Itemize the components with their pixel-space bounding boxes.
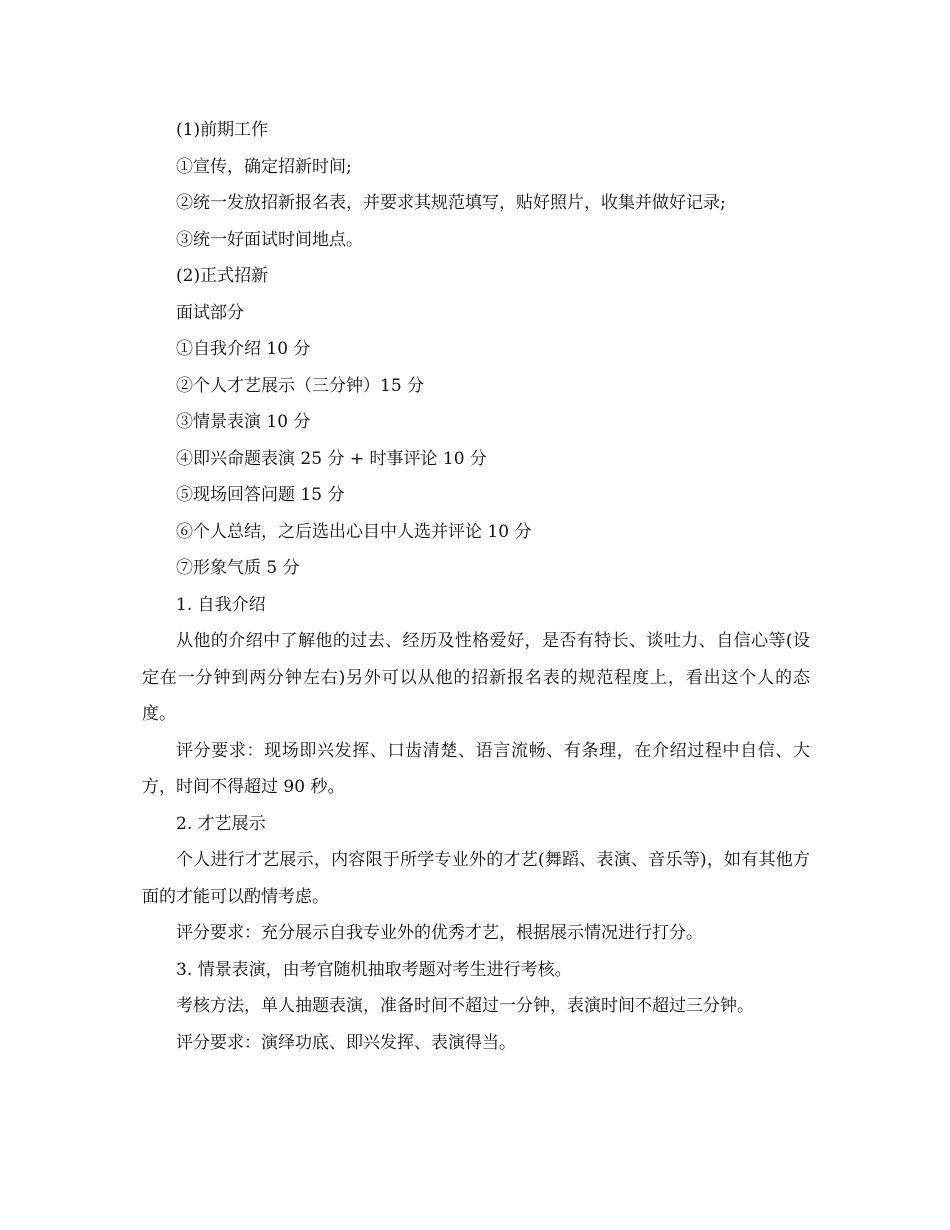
- list-item: ③情景表演 10 分: [176, 412, 311, 432]
- line-assessment-method: 考核方法，单人抽题表演，准备时间不超过一分钟，表演时间不超过三分钟。: [176, 996, 754, 1016]
- heading-self-introduction: 1. 自我介绍: [176, 594, 266, 615]
- paragraph-scoring-talent-show: 评分要求：充分展示自我专业外的优秀才艺，根据展示情况进行打分。: [176, 923, 703, 943]
- subsection-heading-interview: 面试部分: [176, 302, 244, 323]
- document-body: [142, 112, 810, 1061]
- section-heading-recruitment: (2)正式招新: [176, 266, 269, 286]
- list-item: ①自我介绍 10 分: [176, 339, 311, 359]
- line-scoring-scenario: 评分要求：演绎功底、即兴发挥、表演得当。: [176, 1032, 516, 1053]
- list-item: ②统一发放招新报名表，并要求其规范填写，贴好照片，收集并做好记录;: [176, 193, 726, 213]
- list-item: ⑦形象气质 5 分: [176, 558, 300, 578]
- list-item: ③统一好面试时间地点。: [176, 229, 363, 250]
- paragraph-talent-show: 个人进行才艺展示，内容限于所学专业外的才艺(舞蹈、表演、音乐等)，如有其他方面的才能可以酌情考虑。: [142, 850, 810, 907]
- list-item: ⑤现场回答问题 15 分: [176, 485, 345, 505]
- list-item: ⑥个人总结，之后选出心目中人选并评论 10 分: [176, 521, 532, 542]
- section-heading-preparation: (1)前期工作: [176, 120, 269, 140]
- heading-talent-show: 2. 才艺展示: [176, 813, 266, 834]
- paragraph-scoring-self-introduction: 评分要求：现场即兴发挥、口齿清楚、语言流畅、有条理，在介绍过程中自信、大方，时间不得超过 90 秒。: [142, 740, 810, 797]
- list-item: ②个人才艺展示（三分钟）15 分: [176, 375, 425, 396]
- list-item: ④即兴命题表演 25 分 + 时事评论 10 分: [176, 448, 487, 469]
- heading-scenario-performance: 3. 情景表演，由考官随机抽取考题对考生进行考核。: [176, 959, 572, 980]
- paragraph-self-introduction: 从他的介绍中了解他的过去、经历及性格爱好，是否有特长、谈吐力、自信心等(设定在一分钟到两分钟左右)另外可以从他的招新报名表的规范程度上，看出这个人的态度。: [142, 631, 810, 724]
- list-item: ①宣传，确定招新时间;: [176, 156, 352, 177]
